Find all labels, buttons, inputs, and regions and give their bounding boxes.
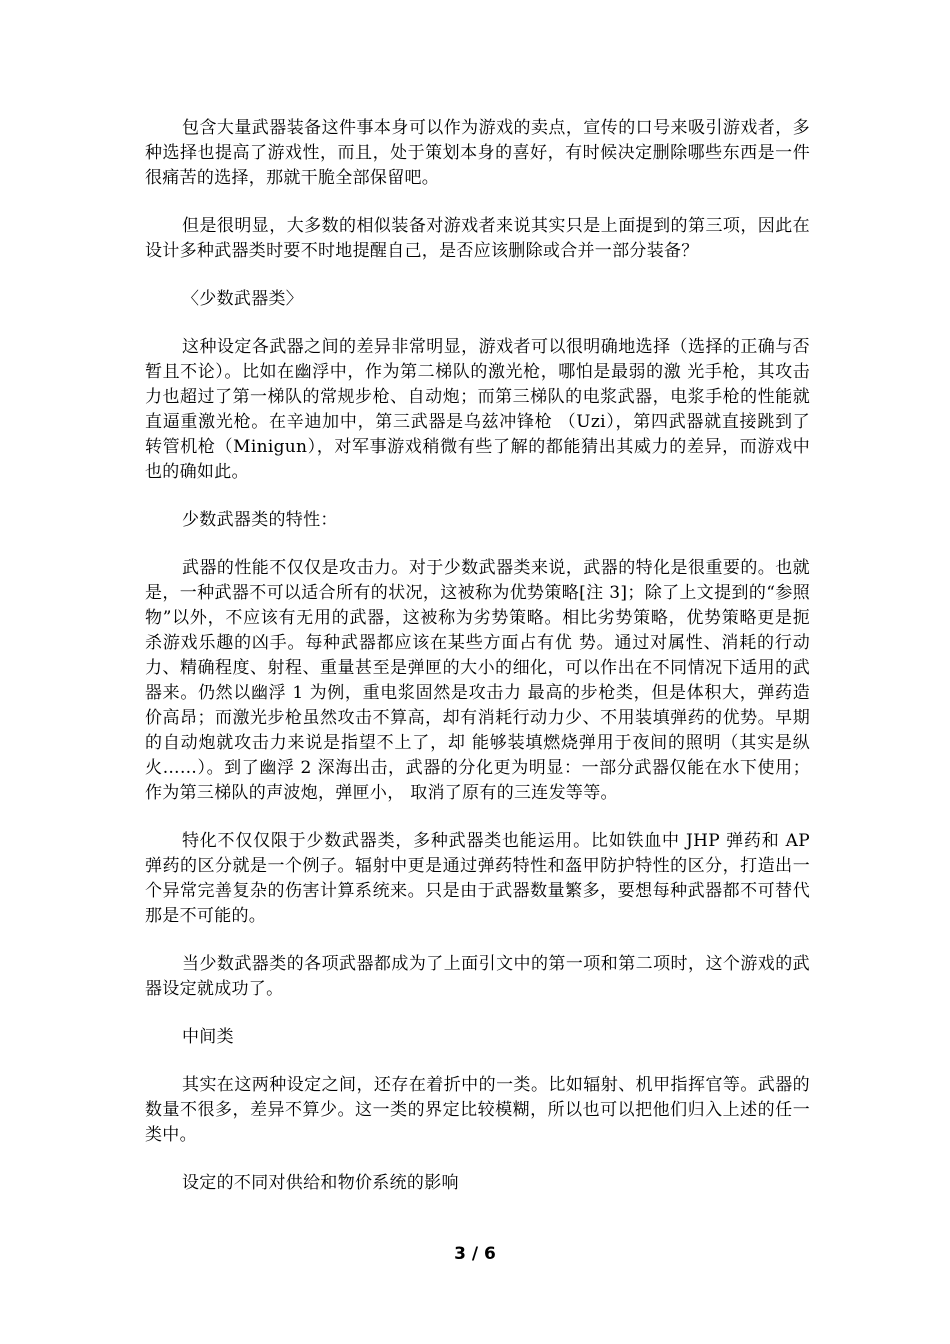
paragraph-success-condition: 当少数武器类的各项武器都成为了上面引文中的第一项和第二项时，这个游戏的武器设定就成功了。 <box>145 954 810 999</box>
document-body <box>145 116 810 1219</box>
paragraph-weapon-specialization: 武器的性能不仅仅是攻击力。对于少数武器类来说，武器的特化是很重要的。也就是，一种武器不可以适合所有的状况，这被称为优势策略[注 3]；除了上文提到的“参照物”以外，不应该有无用的武器，这被称为劣势策略。相比劣势策略，优势策略更是扼杀游戏乐趣的凶手。每种武器都应该在某些方面占有优 势。通过对属性、消耗的行动力、精确程度、射程、重量甚至是弹匣的大小的细化，可以作出在不同情况下适用的武器来。仍然以幽浮 1 为例，重电浆固然是攻击力 最高的步枪类，但是体积大，弹药造价高昂；而激光步枪虽然攻击不算高，却有消耗行动力少、不用装填弹药的优势。早期的自动炮就攻击力来说是指望不上了，却 能够装填燃烧弹用于夜间的照明（其实是纵火……）。到了幽浮 2 深海出击，武器的分化更为明显：一部分武器仅能在水下使用；作为第三梯队的声波炮，弹匣小， 取消了原有的三连发等等。 <box>145 558 810 803</box>
paragraph-middle-class: 其实在这两种设定之间，还存在着折中的一类。比如辐射、机甲指挥官等。武器的数量不很多，差异不算少。这一类的界定比较模糊，所以也可以把他们归入上述的任一类中。 <box>145 1075 810 1145</box>
paragraph-weapons-selling-point: 包含大量武器装备这件事本身可以作为游戏的卖点，宣传的口号来吸引游戏者，多种选择也提高了游戏性，而且，处于策划本身的喜好，有时候决定删除哪些东西是一件很痛苦的选择，那就干脆全部保留吧。 <box>145 118 810 188</box>
section-heading-middle-class: 中间类 <box>182 1027 234 1047</box>
section-heading-supply-pricing: 设定的不同对供给和物价系统的影响 <box>182 1173 459 1193</box>
paragraph-similar-equipment: 但是很明显，大多数的相似装备对游戏者来说其实只是上面提到的第三项，因此在设计多种武器类时要不时地提醒自己，是否应该删除或合并一部分装备？ <box>145 216 810 261</box>
subheading-few-weapons-traits: 少数武器类的特性： <box>182 510 338 530</box>
section-heading-few-weapons: 〈少数武器类〉 <box>182 289 304 309</box>
paragraph-specialization-many-weapons: 特化不仅仅限于少数武器类，多种武器类也能运用。比如铁血中 JHP 弹药和 AP 弹药的区分就是一个例子。辐射中更是通过弹药特性和盔甲防护特性的区分，打造出一个异常完善复杂的伤害计算系统来。只是由于武器数量繁多，要想每种武器都不可替代那是不可能的。 <box>145 831 810 926</box>
page-number: 3 / 6 <box>454 1244 496 1264</box>
paragraph-few-weapons-differences: 这种设定各武器之间的差异非常明显，游戏者可以很明确地选择（选择的正确与否暂且不论）。比如在幽浮中，作为第二梯队的激光枪，哪怕是最弱的激 光手枪，其攻击力也超过了第一梯队的常规步枪、自动炮；而第三梯队的电浆武器，电浆手枪的性能就直逼重激光枪。在辛迪加中，第三武器是乌兹冲锋枪 （Uzi），第四武器就直接跳到了转管机枪（Minigun），对军事游戏稍微有些了解的都能猜出其威力的差异，而游戏中也的确如此。 <box>145 337 810 482</box>
